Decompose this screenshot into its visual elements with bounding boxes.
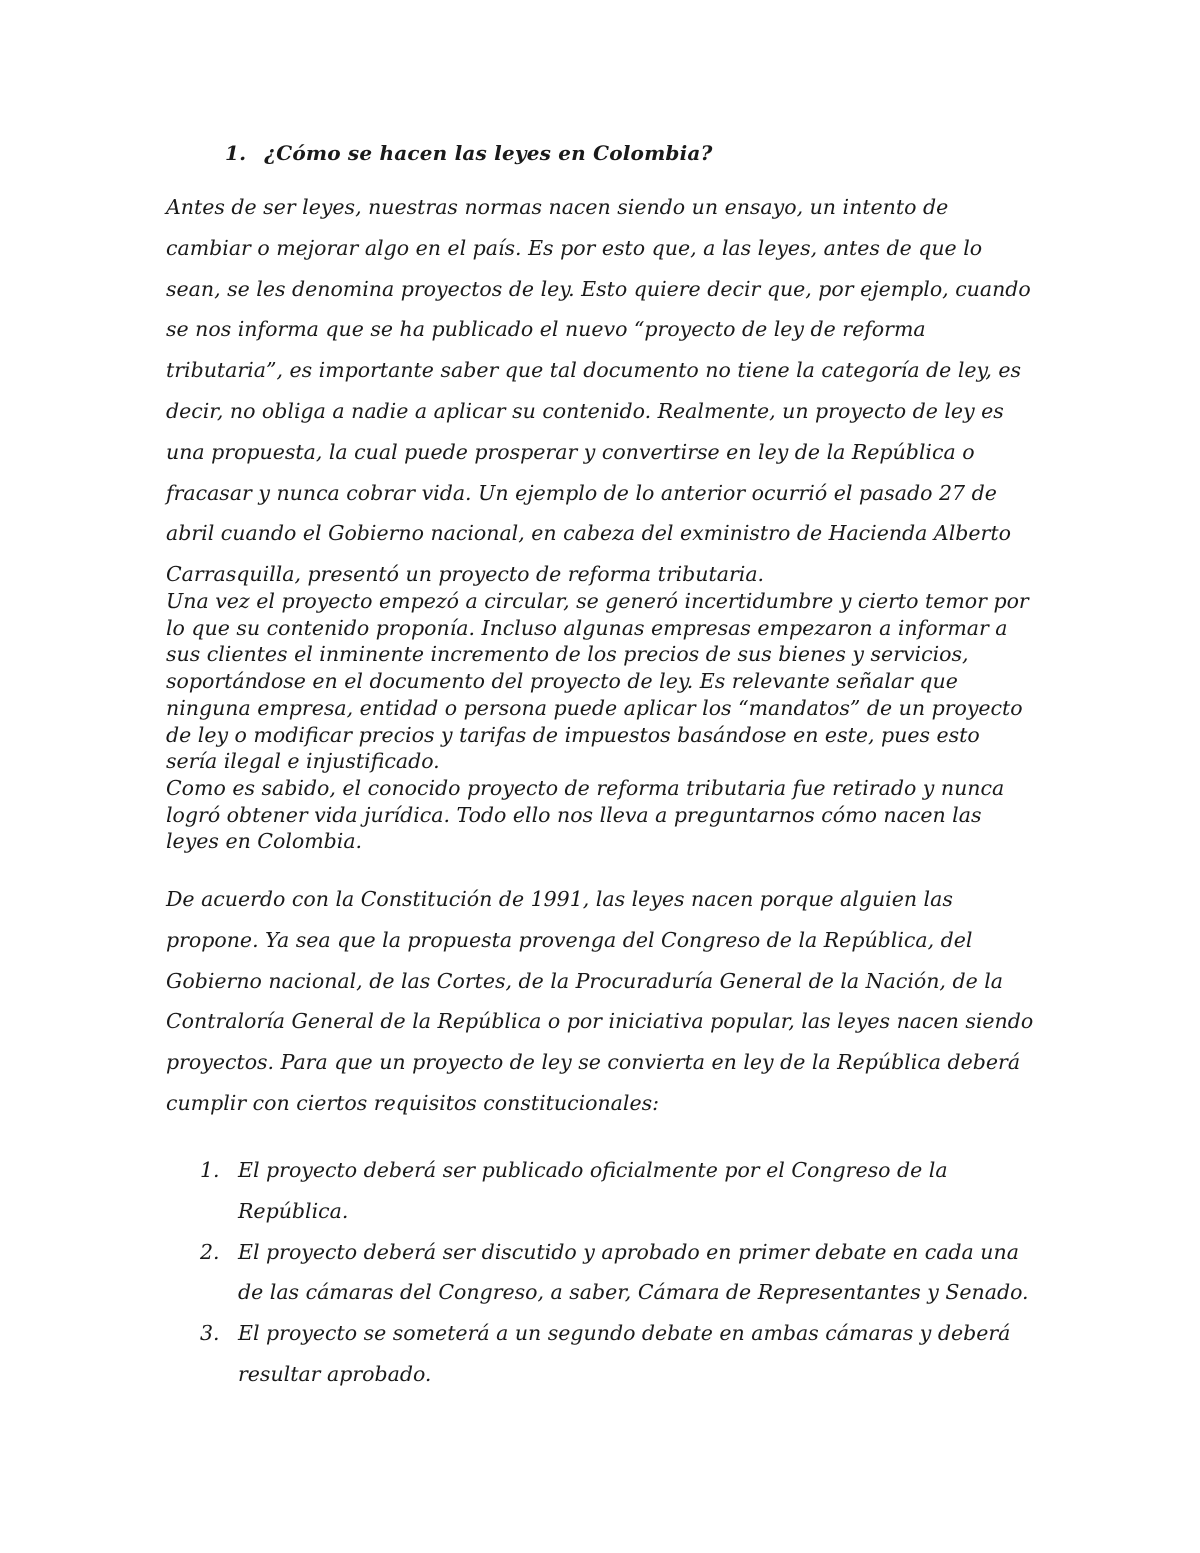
list-item (166, 1150, 1036, 1232)
list-item-number: 3. (200, 1321, 220, 1346)
list-item-number: 1. (200, 1158, 220, 1182)
paragraph-withdrawn: Como es sabido, el conocido proyecto de reforma tributaria fue retirado y nunca logró obtener vida jurídica. Todo ello nos lleva a preguntarnos cómo nacen las leyes en Colombia. (166, 776, 1005, 854)
heading-text: ¿Cómo se hacen las leyes en Colombia? (264, 141, 713, 165)
section-heading (225, 141, 713, 165)
list-item (166, 1232, 1036, 1314)
list-item-text: El proyecto se someterá a un segundo debate en ambas cámaras y deberá resultar aprobado. (238, 1321, 1011, 1386)
paragraph-intro: Antes de ser leyes, nuestras normas nacen siendo un ensayo, un intento de cambiar o mejorar algo en el país. Es por esto que, a las leyes, antes de que lo sean, se les denomina proyectos de ley. Esto quiere decir que, por ejemplo, cuando se nos informa que se ha publicado el nuevo “proyecto de ley de reforma tributaria”, es importante saber que tal documento no tiene la categoría de ley, es decir, no obliga a nadie a aplicar su contenido. Realmente, un proyecto de ley es una propuesta, la cual puede prosperar y convertirse en ley de la República o fracasar y nunca cobrar vida. Un ejemplo de lo anterior ocurrió el pasado 27 de abril cuando el Gobierno nacional, en cabeza del exministro de Hacienda Alberto Carrasquilla, presentó un proyecto de reforma tributaria. (166, 195, 1031, 587)
heading-number: 1. (225, 141, 247, 165)
list-item-text: El proyecto deberá ser publicado oficialmente por el Congreso de la República. (238, 1158, 948, 1223)
list-item-number: 2. (200, 1239, 220, 1264)
list-item-text: El proyecto deberá ser discutido y aprobado en primer debate en cada una de las cámaras del Congreso, a saber, Cámara de Representantes y Senado. (238, 1239, 1029, 1305)
requirements-list (166, 1150, 1036, 1395)
paragraph-circulation: Una vez el proyecto empezó a circular, se generó incertidumbre y cierto temor por lo que su contenido proponía. Incluso algunas empresas empezaron a informar a sus clientes el inminente incremento de los precios de sus bienes y servicios, soportándose en el documento del proyecto de ley. Es relevante señalar que ninguna empresa, entidad o persona puede aplicar los “mandatos” de un proyecto de ley o modificar precios y tarifas de impuestos basándose en este, pues esto sería ilegal e injustificado. (166, 589, 1029, 774)
paragraph-constitution: De acuerdo con la Constitución de 1991, las leyes nacen porque alguien las propone. Ya sea que la propuesta provenga del Congreso de la República, del Gobierno nacional, de las Cortes, de la Procuraduría General de la Nación, de la Contraloría General de la República o por iniciativa popular, las leyes nacen siendo proyectos. Para que un proyecto de ley se convierta en ley de la República deberá cumplir con ciertos requisitos constitucionales: (166, 887, 1034, 1115)
list-item (166, 1313, 1036, 1395)
